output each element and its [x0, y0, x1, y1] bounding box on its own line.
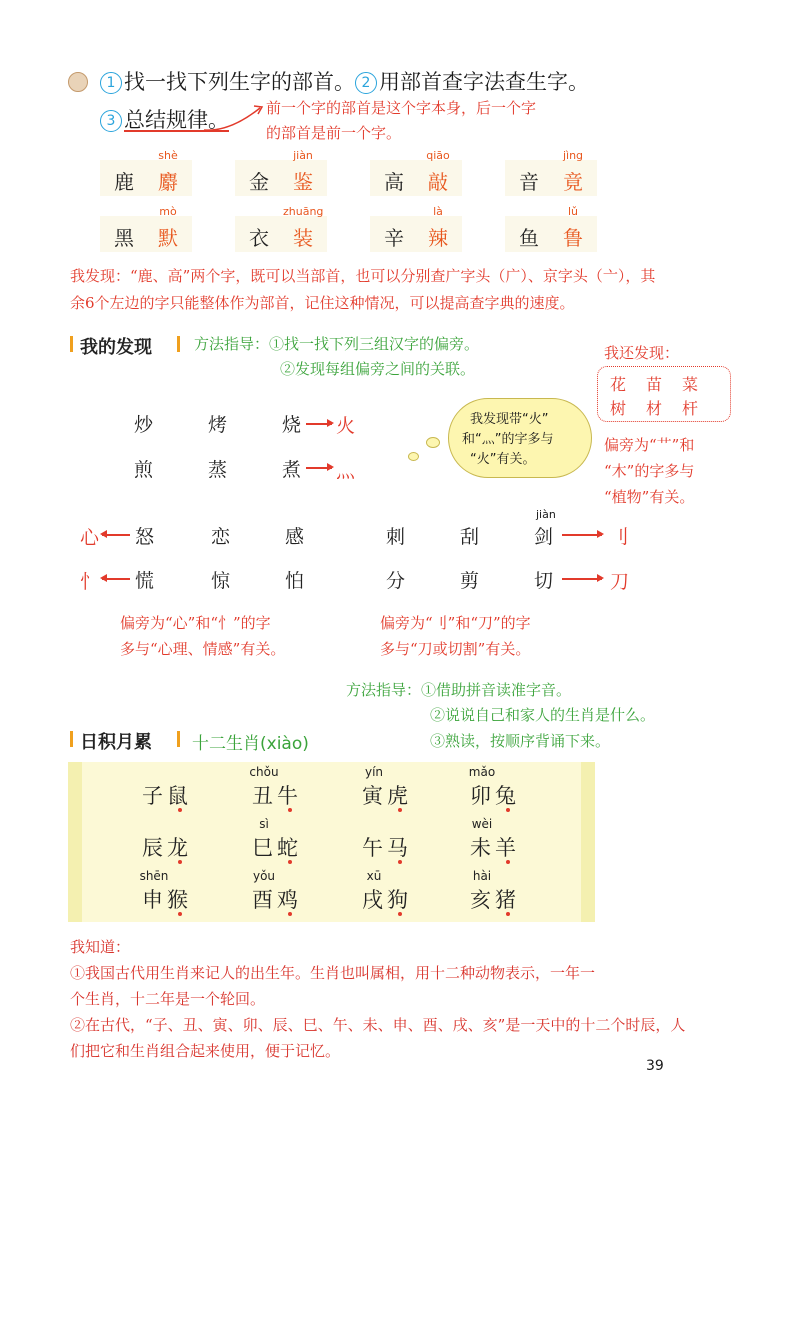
section-bar-left [70, 336, 73, 352]
new-char: 装 [293, 226, 313, 250]
zodiac-item: 酉鸡 [252, 888, 302, 912]
exercise-text-3: 总结规律。 [124, 108, 229, 132]
emphasis-dot [288, 912, 292, 916]
char-pair-cell [100, 216, 192, 252]
pinyin-label: xū [366, 869, 382, 883]
heart-char: 怒 [135, 526, 155, 548]
daily-bar-right [177, 731, 180, 747]
also-note-2: “木”的字多与 [604, 462, 695, 480]
knife-char: 切 [534, 570, 554, 592]
emphasis-dot [398, 808, 402, 812]
heart-radical: 心 [80, 527, 100, 549]
zodiac-item: 未羊 [470, 836, 520, 860]
exercise-line-1 [100, 66, 589, 96]
knife-arrow-1 [562, 534, 602, 536]
i-know-line-2: 个生肖，十二年是一个轮回。 [70, 990, 266, 1008]
zodiac-item: 亥猪 [470, 888, 520, 912]
note-arrow [200, 96, 270, 136]
char-pair-cell [235, 216, 327, 252]
new-char: 辣 [428, 226, 448, 250]
pinyin-label: yǒu [252, 869, 276, 883]
zodiac-item: 子鼠 [142, 784, 192, 808]
also-title: 我还发现： [604, 344, 680, 362]
pinyin-label: qiāo [426, 149, 450, 162]
daily-method-3: ③熟读，按顺序背诵下来。 [430, 732, 611, 750]
emphasis-dot [398, 912, 402, 916]
step-number-1: 1 [100, 72, 122, 94]
new-char: 竟 [563, 170, 583, 194]
zodiac-item: 寅虎 [362, 784, 412, 808]
i-know-line-4: 们把它和生肖组合起来使用，便于记忆。 [70, 1042, 341, 1060]
pinyin-label: chǒu [249, 765, 279, 779]
pinyin-label: jiàn [536, 508, 556, 521]
exercise-note-2: 的部首是前一个字。 [266, 124, 402, 142]
step-number-3: 3 [100, 110, 122, 132]
exercise-icon [68, 72, 88, 92]
knife-char: 剪 [460, 570, 480, 592]
section-bar-right [177, 336, 180, 352]
zodiac-item: 申猴 [142, 888, 192, 912]
page-number: 39 [646, 1058, 664, 1074]
discovery-note-2: 余6个左边的字只能整体作为部首，记住这种情况，可以提高查字典的速度。 [70, 294, 575, 312]
bubble-text-3: “火”有关。 [470, 452, 536, 467]
new-char: 鲁 [563, 226, 583, 250]
new-char: 麝 [158, 170, 178, 194]
radical-char: 鹿 [114, 170, 134, 194]
daily-bar-left [70, 731, 73, 747]
emphasis-dot [398, 860, 402, 864]
heart-arrow-2 [102, 578, 130, 580]
char-pair-cell [370, 216, 462, 252]
fire-arrow-1 [306, 423, 332, 425]
zodiac-item: 丑牛 [252, 784, 302, 808]
bubble-text-1: 我发现带“火” [470, 412, 549, 427]
i-know-line-3: ②在古代，“子、丑、寅、卯、辰、巳、午、未、申、酉、戌、亥”是一天中的十二个时辰，人 [70, 1016, 686, 1034]
new-char: 敲 [428, 170, 448, 194]
method-guide-2: ②发现每组偏旁之间的关联。 [280, 360, 476, 378]
zodiac-item: 卯兔 [470, 784, 520, 808]
pinyin-label: là [433, 205, 443, 218]
emphasis-dot [506, 860, 510, 864]
section-title-my-discovery: 我的发现 [80, 337, 152, 358]
daily-subtitle: 十二生肖(xiào) [192, 734, 309, 754]
i-know-title: 我知道： [70, 938, 131, 956]
knife-note-2: 多与“刀或切割”有关。 [380, 640, 531, 658]
heart-char: 怕 [285, 570, 305, 592]
section-title-daily: 日积月累 [80, 732, 152, 753]
pinyin-label: shè [158, 149, 178, 162]
radical-char: 高 [384, 170, 404, 194]
char-pair-cell [100, 160, 192, 196]
heart-char: 慌 [135, 570, 155, 592]
daily-method-2: ②说说自己和家人的生肖是什么。 [430, 706, 656, 724]
step-number-2: 2 [355, 72, 377, 94]
pinyin-label: lǔ [567, 205, 579, 218]
zodiac-item: 戌狗 [362, 888, 412, 912]
emphasis-dot [178, 912, 182, 916]
heart-radical: 忄 [80, 571, 100, 593]
heart-char: 惊 [211, 570, 231, 592]
new-char: 默 [158, 226, 178, 250]
char-pair-cell [235, 160, 327, 196]
knife-note-1: 偏旁为“刂”和“刀”的字 [380, 614, 531, 632]
radical-char: 鱼 [519, 226, 539, 250]
heart-note-2: 多与“心理、情感”有关。 [120, 640, 286, 658]
bubble-dot-1 [426, 437, 440, 448]
also-chars-row1: 花 苗 菜 [610, 375, 701, 394]
pinyin-label: shēn [139, 869, 169, 883]
heart-char: 恋 [211, 526, 231, 548]
bubble-text-2: 和“灬”的字多与 [462, 432, 554, 447]
radical-char: 辛 [384, 226, 404, 250]
fire-radical: 火 [336, 415, 356, 437]
bubble-dot-2 [408, 452, 419, 461]
radical-char: 衣 [249, 226, 269, 250]
radical-char: 金 [249, 170, 269, 194]
knife-char: 分 [386, 570, 406, 592]
heart-note-1: 偏旁为“心”和“忄”的字 [120, 614, 271, 632]
knife-arrow-2 [562, 578, 602, 580]
fire-char: 蒸 [208, 459, 228, 481]
knife-char: 刺 [386, 526, 406, 548]
pinyin-label: hài [472, 869, 492, 883]
char-pair-cell [505, 160, 597, 196]
emphasis-dot [506, 808, 510, 812]
emphasis-dot [178, 808, 182, 812]
heart-arrow-1 [102, 534, 130, 536]
pinyin-label: jìng [562, 149, 584, 162]
pinyin-label: sì [259, 817, 269, 831]
radical-char: 黑 [114, 226, 134, 250]
fire-char: 烤 [208, 414, 228, 436]
fire-char: 煮 [282, 459, 302, 481]
char-pair-cell [370, 160, 462, 196]
knife-radical: 刀 [610, 571, 630, 593]
i-know-line-1: ①我国古代用生肖来记人的出生年。生肖也叫属相，用十二种动物表示，一年一 [70, 964, 596, 982]
discovery-note-1: 我发现：“鹿、高”两个字，既可以当部首，也可以分别查广字头（广）、京字头（亠），其 [70, 267, 656, 285]
emphasis-dot [288, 860, 292, 864]
pinyin-label: mǎo [468, 765, 496, 779]
radical-char: 音 [519, 170, 539, 194]
heart-char: 感 [285, 526, 305, 548]
exercise-text-2: 用部首查字法查生字。 [379, 70, 589, 94]
pinyin-label: wèi [471, 817, 493, 831]
also-chars-row2: 树 材 杆 [610, 399, 701, 418]
knife-char: 刮 [460, 526, 480, 548]
exercise-note-1: 前一个字的部首是这个字本身，后一个字 [266, 99, 537, 117]
pinyin-label: mò [159, 205, 177, 218]
emphasis-dot [288, 808, 292, 812]
pinyin-label: yín [364, 765, 384, 779]
knife-radical: 刂 [610, 526, 630, 548]
fire-radical: 灬 [336, 460, 356, 482]
fire-char: 烧 [282, 414, 302, 436]
char-pair-cell [505, 216, 597, 252]
pinyin-label: zhuāng [283, 205, 324, 218]
also-note-3: “植物”有关。 [604, 488, 695, 506]
also-note-1: 偏旁为“艹”和 [604, 436, 695, 454]
zodiac-item: 辰龙 [142, 836, 192, 860]
daily-method-1: 方法指导：①借助拼音读准字音。 [346, 681, 572, 699]
pinyin-label: jiàn [293, 149, 313, 162]
method-guide-1: 方法指导：①找一找下列三组汉字的偏旁。 [194, 335, 480, 353]
fire-arrow-2 [306, 467, 332, 469]
fire-char: 炒 [134, 414, 154, 436]
zodiac-item: 巳蛇 [252, 836, 302, 860]
new-char: 鉴 [293, 170, 313, 194]
emphasis-dot [506, 912, 510, 916]
zodiac-item: 午马 [362, 836, 412, 860]
fire-char: 煎 [134, 459, 154, 481]
exercise-text-1: 找一找下列生字的部首。 [124, 70, 355, 94]
knife-char: 剑 [534, 526, 554, 548]
emphasis-dot [178, 860, 182, 864]
